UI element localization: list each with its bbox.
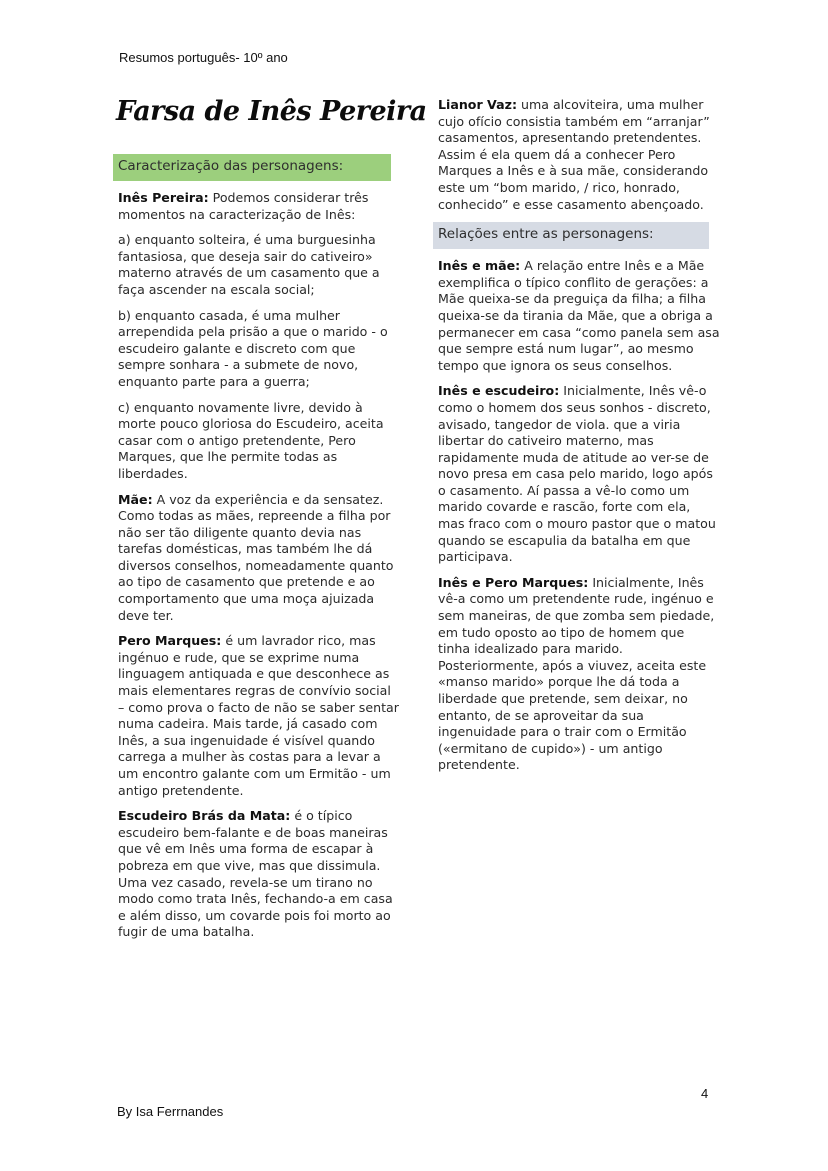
paragraph-label: Inês e escudeiro:: [438, 383, 560, 399]
paragraph-text: uma alcoviteira, uma mulher cujo ofício consistia também em “arranjar” casamentos, apresentando pretendentes. Assim é ela quem dá a conhecer Pero Marques a Inês e à sua mãe, considerando este um “bom marido, / rico, honrado, conhecido” e esse casamento abençoado.: [438, 97, 710, 212]
page-footer: By Isa Ferrnandes: [117, 1104, 224, 1119]
paragraph-text: c) enquanto novamente livre, devido à morte pouco gloriosa do Escudeiro, aceita casar com o antigo pretendente, Pero Marques, que lhe permite todas as liberdades.: [118, 399, 384, 481]
paragraph-text: A relação entre Inês e a Mãe exemplifica o típico conflito de gerações: a Mãe queixa-se da preguiça da filha; a filha queixa-se da tirania da Mãe, que a obriga a permanecer em casa “como panela sem asa que sempre está num lugar”, ao mesmo tempo que ignora os seus conselhos.: [438, 258, 720, 373]
paragraph-label: Lianor Vaz:: [438, 97, 517, 112]
paragraph-label: Pero Marques:: [118, 633, 222, 649]
paragraph-moment-a: [118, 232, 400, 298]
document-title: Farsa de Inês Pereira: [116, 96, 427, 127]
paragraph-label: Inês e Pero Marques:: [438, 574, 589, 590]
paragraph-label: Escudeiro Brás da Mata:: [118, 808, 291, 824]
paragraph-ines-pereira: [118, 190, 400, 223]
page-header: Resumos português- 10º ano: [119, 50, 288, 65]
paragraph-lianor-vaz: [438, 97, 720, 213]
paragraph-ines-mae: [438, 258, 720, 374]
paragraph-text: Inicialmente, Inês vê-o como o homem dos seus sonhos - discreto, avisado, tangedor de viola. que a viria libertar do cativeiro materno, mas rapidamente muda de atitude ao ver-se de novo presa em casa pelo marido, logo após o casamento. Aí passa a vê-lo como um marido covarde e rascão, forte com ela, mas fraco com o mouro pastor que o matou quando se escapulia da batalha em que participava.: [438, 383, 716, 565]
paragraph-text: Podemos considerar três momentos na caracterização de Inês:: [118, 190, 369, 222]
paragraph-pero-marques: [118, 633, 400, 799]
paragraph-label: Mãe:: [118, 491, 153, 507]
paragraph-text: a) enquanto solteira, é uma burguesinha fantasiosa, que deseja sair do cativeiro» materno através de um casamento que a faça ascender na escala social;: [118, 232, 380, 297]
paragraph-moment-c: [118, 400, 400, 483]
paragraph-text: é o típico escudeiro bem-falante e de boas maneiras que vê em Inês uma forma de escapar à pobreza em que vive, mas que dissimula. Uma vez casado, revela-se um tirano no modo como trata Inês, fechando-a em casa e além disso, um covarde pois foi morto ao fugir de uma batalha.: [118, 808, 393, 940]
paragraph-text: é um lavrador rico, mas ingénuo e rude, que se exprime numa linguagem antiquada e que desconhece as mais elementares regras de convívio social – como prova o facto de não se saber sentar numa cadeira. Mais tarde, já casado com Inês, a sua ingenuidade é visível quando carrega a mulher às costas para a levar a um encontro galante com um Ermitão - um antigo pretendente.: [118, 633, 399, 798]
paragraph-escudeiro: [118, 808, 400, 941]
section-heading-relations: Relações entre as personagens:: [433, 222, 709, 249]
paragraph-text: Inicialmente, Inês vê-a como um pretendente rude, ingénuo e sem maneiras, de que zomba sem piedade, em tudo oposto ao tipo de homem que tinha idealizado para marido. Posteriormente, após a viuvez, aceita este «manso marido» porque lhe dá toda a liberdade que pretende, sem deixar, no entanto, de se aproveitar da sua ingenuidade para o trair com o Ermitão («ermitano de cupido») - um antigo pretendente.: [438, 574, 715, 773]
paragraph-ines-escudeiro: [438, 383, 720, 566]
left-column: [118, 154, 400, 950]
section-heading-characterization: Caracterização das personagens:: [113, 154, 391, 181]
paragraph-text: b) enquanto casada, é uma mulher arrependida pela prisão a que o marido - o escudeiro galante e discreto com que sempre sonhara - a submete de novo, enquanto parte para a guerra;: [118, 307, 388, 389]
paragraph-text: A voz da experiência e da sensatez. Como todas as mães, repreende a filha por não ser tão diligente quanto devia nas tarefas domésticas, mas também lhe dá diversos conselhos, nomeadamente quanto ao tipo de casamento que pretende e ao comportamento que uma moça ajuizada deve ter.: [118, 491, 394, 623]
paragraph-label: Inês Pereira:: [118, 190, 209, 205]
right-column: [438, 97, 720, 783]
paragraph-ines-pero-marques: [438, 575, 720, 774]
page-number: 4: [701, 1086, 709, 1101]
paragraph-label: Inês e mãe:: [438, 258, 521, 274]
paragraph-moment-b: [118, 308, 400, 391]
paragraph-mae: [118, 492, 400, 625]
